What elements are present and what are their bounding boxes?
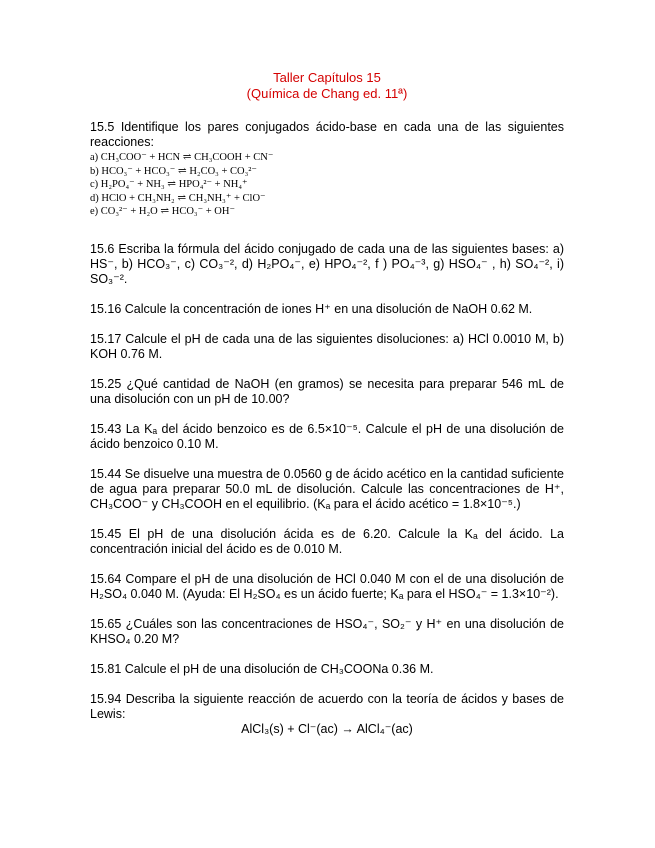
question-15-5 bbox=[90, 120, 564, 219]
question-15-94 bbox=[90, 692, 564, 737]
question-15-6: 15.6 Escriba la fórmula del ácido conjugado de cada una de las siguientes bases: a) HS⁻, b) HCO₃⁻, c) CO₃⁻², d) H₂PO₄⁻, e) HPO₄⁻², f ) PO₄⁻³, g) HSO₄⁻ , h) SO₄⁻², i) SO₃⁻². bbox=[90, 241, 564, 286]
document-subtitle: (Química de Chang ed. 11ª) bbox=[246, 86, 408, 101]
document-page bbox=[90, 70, 564, 737]
question-15-64: 15.64 Compare el pH de una disolución de HCl 0.040 M con el de una disolución de H₂SO₄ 0.040 M. (Ayuda: El H₂SO₄ es un ácido fuerte; Kₐ para el HSO₄⁻ = 1.3×10⁻²). bbox=[90, 571, 564, 601]
lewis-equation: AlCl₃(s) + Cl⁻(ac) → AlCl₄⁻(ac) bbox=[241, 721, 413, 736]
reaction-c: c) H₂PO₄⁻ + NH₃ ⇌ HPO₄²⁻ + NH₄⁺ bbox=[90, 179, 248, 190]
document-title: Taller Capítulos 15 bbox=[273, 70, 381, 85]
question-15-81: 15.81 Calcule el pH de una disolución de CH₃COONa 0.36 M. bbox=[90, 661, 434, 676]
reaction-e: e) CO₃²⁻ + H₂O ⇌ HCO₃⁻ + OH⁻ bbox=[90, 206, 236, 217]
question-15-65: 15.65 ¿Cuáles son las concentraciones de HSO₄⁻, SO₂⁻ y H⁺ en una disolución de KHSO₄ 0.20 M? bbox=[90, 616, 564, 646]
document-header bbox=[90, 70, 564, 102]
reaction-d: d) HClO + CH₃NH₂ ⇌ CH₃NH₃⁺ + ClO⁻ bbox=[90, 192, 266, 204]
reaction-b: b) HCO₃⁻ + HCO₃⁻ ⇌ H₂CO₃ + CO₃²⁻ bbox=[90, 165, 257, 177]
reaction-a: a) CH₃COO⁻ + HCN ⇌ CH₃COOH + CN⁻ bbox=[90, 152, 274, 163]
question-15-43: 15.43 La Kₐ del ácido benzoico es de 6.5×10⁻⁵. Calcule el pH de una disolución de ácido benzoico 0.10 M. bbox=[90, 421, 564, 451]
reaction-list bbox=[90, 151, 564, 219]
question-15-16: 15.16 Calcule la concentración de iones H⁺ en una disolución de NaOH 0.62 M. bbox=[90, 301, 533, 316]
question-15-94-text: 15.94 Describa la siguiente reacción de acuerdo con la teoría de ácidos y bases de Lewis: bbox=[90, 691, 564, 721]
question-15-5-text: 15.5 Identifique los pares conjugados ácido-base en cada una de las siguientes reacciones: bbox=[90, 120, 564, 149]
question-15-17: 15.17 Calcule el pH de cada una de las siguientes disoluciones: a) HCl 0.0010 M, b) KOH 0.76 M. bbox=[90, 331, 564, 361]
question-15-45: 15.45 El pH de una disolución ácida es de 6.20. Calcule la Kₐ del ácido. La concentración inicial del ácido es de 0.010 M. bbox=[90, 526, 564, 556]
question-15-25: 15.25 ¿Qué cantidad de NaOH (en gramos) se necesita para preparar 546 mL de una disolución con un pH de 10.00? bbox=[90, 376, 564, 406]
question-15-44: 15.44 Se disuelve una muestra de 0.0560 g de ácido acético en la cantidad suficiente de agua para preparar 50.0 mL de disolución. Calcule las concentraciones de H⁺, CH₃COO⁻ y CH₃COOH en el equilibrio. (Kₐ para el ácido acético = 1.8×10⁻⁵.) bbox=[90, 466, 564, 511]
